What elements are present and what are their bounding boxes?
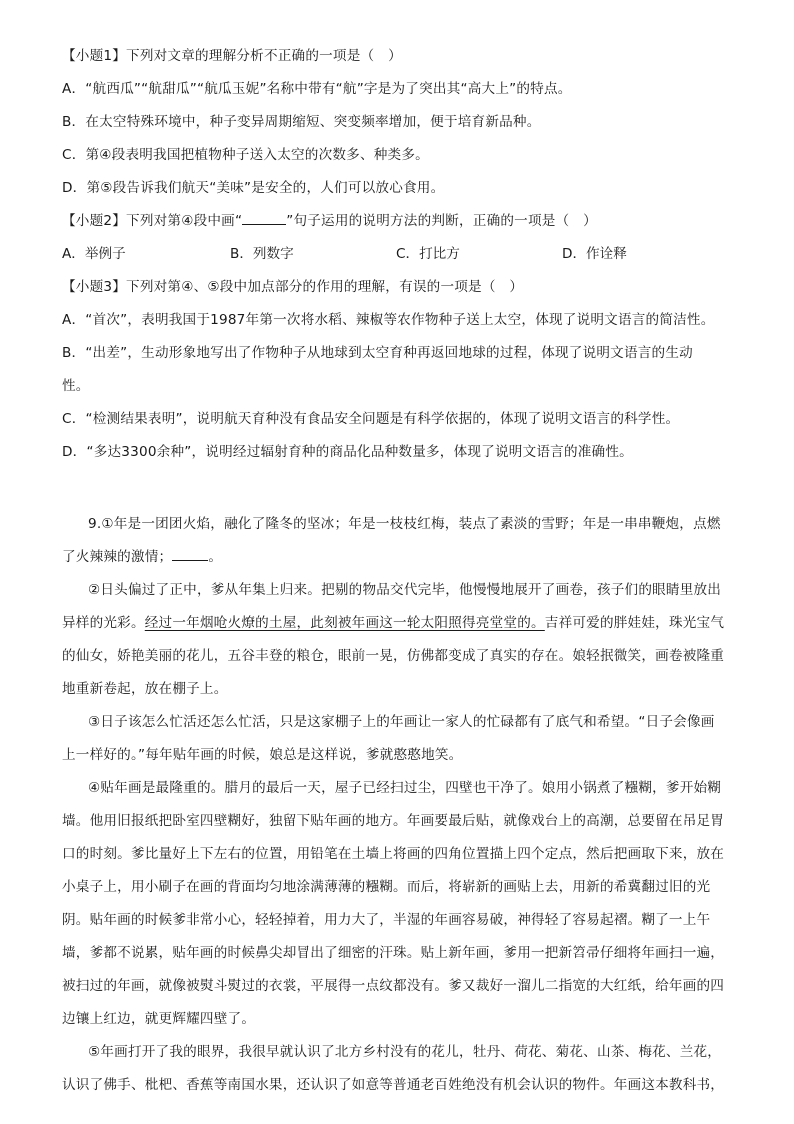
- question-1-option-c: C．第④段表明我国把植物种子送入太空的次数多、种类多。: [62, 147, 429, 163]
- passage-underlined-sentence: 经过一年烟呛火燎的土屋，此刻被年画这一轮太阳照得亮堂堂的。: [144, 615, 545, 631]
- question-2-blank: [242, 211, 286, 225]
- question-2-options: [62, 244, 742, 264]
- passage-p1-blank: [172, 547, 208, 561]
- question-2-stem: [62, 211, 597, 231]
- question-3-option-d: D．“多达3300余种”，说明经过辐射育种的商品化品种数量多，体现了说明文语言的准确性。: [62, 444, 633, 460]
- question-3-option-c: C．“检测结果表明”，说明航天育种没有食品安全问题是有科学依据的，体现了说明文语言的科学性。: [62, 411, 680, 427]
- passage-p1-line1: 9.①年是一团团火焰，融化了隆冬的坚冰；年是一枝枝红梅，装点了素淡的雪野；年是一串串鞭炮，点燃: [88, 516, 721, 532]
- question-2-option-d: D．作诠释: [562, 246, 627, 262]
- passage-p4-line3: 口的时刻。爹比量好上下左右的位置，用铅笔在土墙上将画的四角位置描上四个定点，然后把画取下来，放在: [62, 846, 725, 862]
- passage-p2-line4: 地重新卷起，放在棚子上。: [62, 681, 228, 697]
- question-2-stem-after: ”句子运用的说明方法的判断，正确的一项是（ ）: [286, 213, 597, 229]
- question-2-option-b: B．列数字: [230, 246, 294, 262]
- passage-p2-line1: ②日头偏过了正中，爹从年集上归来。把剔的物品交代完毕，他慢慢地展开了画卷，孩子们的眼睛里放出: [88, 582, 722, 598]
- passage-p4-line4: 小桌子上，用小刷子在画的背面均匀地涂满薄薄的糨糊。而后，将崭新的画贴上去，用新的希冀翻过旧的光: [62, 879, 711, 895]
- passage-p2-line2: [62, 613, 724, 633]
- question-2-option-a: A．举例子: [62, 246, 126, 262]
- question-3-option-b: B．“出差”，生动形象地写出了作物种子从地球到太空育种再返回地球的过程，体现了说明文语言的生动: [62, 345, 693, 361]
- question-1-option-a: A．“航西瓜”“航甜瓜”“航瓜玉妮”名称中带有“航”字是为了突出其“高大上”的特点。: [62, 81, 572, 97]
- passage-p4-line2: 墙。他用旧报纸把卧室四壁糊好，独留下贴年画的地方。年画要最后贴，就像戏台上的高潮，总要留在吊足胃: [62, 813, 725, 829]
- question-1-stem: 【小题1】下列对文章的理解分析不正确的一项是（ ）: [62, 48, 402, 64]
- passage-p2-line2-end: 吉祥可爱的胖娃娃，珠光宝气: [544, 615, 725, 631]
- question-2-stem-before: 【小题2】下列对第④段中画“: [62, 213, 243, 229]
- passage-p4-line1: ④贴年画是最隆重的。腊月的最后一天，屋子已经扫过尘，四壁也干净了。娘用小锅煮了糨糊，爹开始糊: [88, 780, 722, 796]
- question-1-option-b: B．在太空特殊环境中，种子变异周期缩短、突变频率增加，便于培育新品种。: [62, 114, 541, 130]
- passage-p4-line6: 墙，爹都不说累，贴年画的时候鼻尖却冒出了细密的汗珠。贴上新年画，爹用一把新笤帚仔细将年画扫一遍，: [62, 945, 725, 961]
- passage-p5-line2: 认识了佛手、枇杷、香蕉等南国水果，还认识了如意等普通老百姓绝没有机会认识的物件。年画这本教科书，: [62, 1077, 725, 1093]
- question-3-option-a: A．“首次”，表明我国于1987年第一次将水稻、辣椒等农作物种子送上太空，体现了说明文语言的简洁性。: [62, 312, 715, 328]
- passage-p1-line2-text: 了火辣辣的激情；: [62, 549, 173, 565]
- passage-p3-line1: ③日子该怎么忙活还怎么忙活，只是这家棚子上的年画让一家人的忙碌都有了底气和希望。“日子会像画: [88, 714, 715, 730]
- question-3-stem: 【小题3】下列对第④、⑤段中加点部分的作用的理解，有误的一项是（ ）: [62, 279, 524, 295]
- passage-p1-line2-end: 。: [208, 549, 223, 565]
- passage-p1-line2: [62, 547, 222, 567]
- passage-p4-line8: 边镶上红边，就更辉耀四壁了。: [62, 1011, 256, 1027]
- passage-p2-line2-start: 异样的光彩。: [62, 615, 145, 631]
- question-3-option-b-cont: 性。: [62, 378, 90, 394]
- passage-p4-line7: 被扫过的年画，就像被熨斗熨过的衣裳，平展得一点纹都没有。爹又裁好一溜儿二指宽的大红纸，给年画的四: [62, 978, 725, 994]
- passage-p4-line5: 阴。贴年画的时候爹非常小心，轻轻掉着，用力大了，半湿的年画容易破，神得轻了容易起褶。糊了一上午: [62, 912, 711, 928]
- passage-p5-line1: ⑤年画打开了我的眼界，我很早就认识了北方乡村没有的花儿，牡丹、荷花、菊花、山茶、梅花、兰花，: [88, 1044, 722, 1060]
- question-2-option-c: C．打比方: [396, 246, 460, 262]
- passage-p2-line3: 的仙女，娇艳美丽的花儿，五谷丰登的粮仓，眼前一晃，仿佛都变成了真实的存在。娘轻抿微笑，画卷被隆重: [62, 648, 725, 664]
- passage-p3-line2: 上一样好的。”每年贴年画的时候，娘总是这样说，爹就憨憨地笑。: [62, 747, 463, 763]
- question-1-option-d: D．第⑤段告诉我们航天“美味”是安全的，人们可以放心食用。: [62, 180, 445, 196]
